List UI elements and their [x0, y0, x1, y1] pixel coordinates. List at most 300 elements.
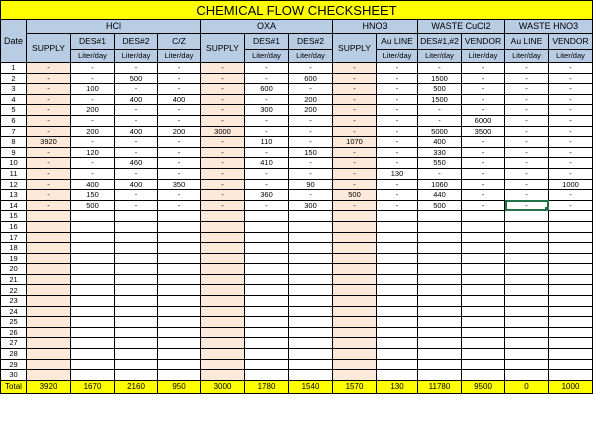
data-cell[interactable]: - [71, 158, 115, 169]
data-cell[interactable]: - [333, 115, 377, 126]
data-cell[interactable] [27, 370, 71, 381]
data-cell[interactable] [245, 232, 289, 243]
data-cell[interactable] [71, 243, 115, 254]
data-cell[interactable] [245, 359, 289, 370]
data-cell[interactable]: - [505, 105, 549, 116]
data-cell[interactable]: 500 [418, 200, 462, 211]
data-cell[interactable]: - [289, 190, 333, 201]
data-cell[interactable]: - [27, 147, 71, 158]
data-cell[interactable] [27, 221, 71, 232]
data-cell[interactable] [158, 327, 201, 338]
data-cell[interactable]: - [505, 94, 549, 105]
data-cell[interactable]: - [158, 168, 201, 179]
data-cell[interactable]: 1070 [333, 137, 377, 148]
data-cell[interactable] [418, 221, 462, 232]
data-cell[interactable]: - [333, 84, 377, 95]
data-cell[interactable] [333, 306, 377, 317]
data-cell[interactable]: - [377, 158, 418, 169]
data-cell[interactable]: - [333, 147, 377, 158]
data-cell[interactable]: 200 [71, 105, 115, 116]
data-cell[interactable]: - [549, 200, 593, 211]
data-cell[interactable] [201, 243, 245, 254]
date-cell[interactable]: 17 [1, 232, 27, 243]
data-cell[interactable]: 200 [289, 94, 333, 105]
data-cell[interactable] [418, 370, 462, 381]
data-cell[interactable] [549, 338, 593, 349]
data-cell[interactable] [505, 306, 549, 317]
data-cell[interactable] [289, 264, 333, 275]
data-cell[interactable]: - [377, 63, 418, 74]
col-header-supply[interactable]: SUPPLY [201, 34, 245, 63]
data-cell[interactable] [462, 370, 505, 381]
data-cell[interactable] [462, 264, 505, 275]
data-cell[interactable]: - [71, 115, 115, 126]
unit-cell[interactable]: Liter/day [462, 50, 505, 63]
date-cell[interactable]: 10 [1, 158, 27, 169]
data-cell[interactable]: - [158, 115, 201, 126]
data-cell[interactable]: - [27, 168, 71, 179]
unit-cell[interactable]: Liter/day [418, 50, 462, 63]
data-cell[interactable]: - [115, 168, 158, 179]
data-cell[interactable]: 100 [71, 84, 115, 95]
data-cell[interactable] [377, 338, 418, 349]
data-cell[interactable]: - [245, 115, 289, 126]
data-cell[interactable] [115, 338, 158, 349]
data-cell[interactable] [245, 349, 289, 360]
data-cell[interactable] [71, 285, 115, 296]
data-cell[interactable]: - [158, 105, 201, 116]
data-cell[interactable]: 150 [289, 147, 333, 158]
data-cell[interactable] [201, 285, 245, 296]
data-cell[interactable]: - [27, 84, 71, 95]
data-cell[interactable] [158, 370, 201, 381]
data-cell[interactable]: - [333, 158, 377, 169]
data-cell[interactable] [158, 285, 201, 296]
date-cell[interactable]: 13 [1, 190, 27, 201]
data-cell[interactable] [245, 221, 289, 232]
data-cell[interactable]: 3500 [462, 126, 505, 137]
data-cell[interactable] [289, 327, 333, 338]
data-cell[interactable]: 460 [115, 158, 158, 169]
data-cell[interactable] [418, 264, 462, 275]
data-cell[interactable]: 130 [377, 168, 418, 179]
date-cell[interactable]: 16 [1, 221, 27, 232]
total-cell[interactable]: 1000 [549, 380, 593, 393]
data-cell[interactable]: - [201, 200, 245, 211]
date-cell[interactable]: 1 [1, 63, 27, 74]
data-cell[interactable]: 350 [158, 179, 201, 190]
data-cell[interactable] [333, 317, 377, 328]
data-cell[interactable]: - [377, 105, 418, 116]
data-cell[interactable]: - [158, 147, 201, 158]
data-cell[interactable] [201, 274, 245, 285]
data-cell[interactable]: - [333, 63, 377, 74]
data-cell[interactable] [418, 296, 462, 307]
data-cell[interactable]: - [245, 94, 289, 105]
date-cell[interactable]: 15 [1, 211, 27, 222]
data-cell[interactable] [115, 327, 158, 338]
data-cell[interactable] [549, 264, 593, 275]
data-cell[interactable] [115, 232, 158, 243]
data-cell[interactable] [289, 221, 333, 232]
total-cell[interactable]: 950 [158, 380, 201, 393]
data-cell[interactable] [245, 274, 289, 285]
data-cell[interactable]: 440 [418, 190, 462, 201]
date-cell[interactable]: 12 [1, 179, 27, 190]
data-cell[interactable]: - [201, 94, 245, 105]
data-cell[interactable] [333, 349, 377, 360]
data-cell[interactable]: - [245, 126, 289, 137]
unit-cell[interactable]: Liter/day [245, 50, 289, 63]
data-cell[interactable]: 6000 [462, 115, 505, 126]
data-cell[interactable] [201, 232, 245, 243]
data-cell[interactable]: - [201, 179, 245, 190]
data-cell[interactable]: 300 [245, 105, 289, 116]
data-cell[interactable] [289, 306, 333, 317]
data-cell[interactable] [505, 221, 549, 232]
data-cell[interactable] [549, 349, 593, 360]
col-header[interactable]: DES#1 [71, 34, 115, 50]
data-cell[interactable] [115, 370, 158, 381]
data-cell[interactable]: - [158, 158, 201, 169]
data-cell[interactable]: - [505, 168, 549, 179]
data-cell[interactable] [27, 211, 71, 222]
data-cell[interactable] [201, 338, 245, 349]
col-header[interactable]: DES#2 [115, 34, 158, 50]
data-cell[interactable] [245, 264, 289, 275]
data-cell[interactable]: 1500 [418, 94, 462, 105]
data-cell[interactable]: - [333, 94, 377, 105]
data-cell[interactable]: - [289, 115, 333, 126]
data-cell[interactable] [245, 285, 289, 296]
data-cell[interactable]: - [333, 73, 377, 84]
date-cell[interactable]: 4 [1, 94, 27, 105]
data-cell[interactable]: 1000 [549, 179, 593, 190]
date-cell[interactable]: 19 [1, 253, 27, 264]
data-cell[interactable] [201, 317, 245, 328]
data-cell[interactable]: - [158, 200, 201, 211]
group-oxa[interactable]: OXA [201, 20, 333, 34]
data-cell[interactable]: - [505, 147, 549, 158]
data-cell[interactable] [333, 327, 377, 338]
data-cell[interactable]: - [418, 105, 462, 116]
data-cell[interactable]: - [201, 73, 245, 84]
data-cell[interactable]: - [549, 94, 593, 105]
data-cell[interactable] [245, 370, 289, 381]
data-cell[interactable] [27, 327, 71, 338]
data-cell[interactable]: - [462, 158, 505, 169]
data-cell[interactable]: - [115, 63, 158, 74]
data-cell[interactable] [158, 349, 201, 360]
data-cell[interactable] [27, 232, 71, 243]
date-cell[interactable]: 26 [1, 327, 27, 338]
data-cell[interactable]: 200 [158, 126, 201, 137]
data-cell[interactable] [158, 306, 201, 317]
data-cell[interactable] [115, 264, 158, 275]
data-cell[interactable]: - [27, 200, 71, 211]
data-cell[interactable] [418, 306, 462, 317]
data-cell[interactable]: - [377, 147, 418, 158]
data-cell[interactable] [27, 296, 71, 307]
data-cell[interactable] [549, 370, 593, 381]
data-cell[interactable]: - [158, 84, 201, 95]
data-cell[interactable]: 600 [245, 84, 289, 95]
data-cell[interactable] [158, 317, 201, 328]
data-cell[interactable]: 500 [418, 84, 462, 95]
data-cell[interactable] [71, 359, 115, 370]
unit-cell[interactable]: Liter/day [549, 50, 593, 63]
data-cell[interactable]: 400 [115, 126, 158, 137]
data-cell[interactable]: - [505, 84, 549, 95]
total-cell[interactable]: 1540 [289, 380, 333, 393]
data-cell[interactable]: - [333, 105, 377, 116]
data-cell[interactable] [71, 253, 115, 264]
data-cell[interactable] [418, 317, 462, 328]
date-cell[interactable]: 30 [1, 370, 27, 381]
data-cell[interactable]: 410 [245, 158, 289, 169]
data-cell[interactable] [201, 359, 245, 370]
data-cell[interactable]: 330 [418, 147, 462, 158]
data-cell[interactable]: - [377, 179, 418, 190]
data-cell[interactable]: - [289, 84, 333, 95]
data-cell[interactable] [505, 285, 549, 296]
data-cell[interactable]: - [505, 137, 549, 148]
data-cell[interactable] [289, 317, 333, 328]
data-cell[interactable]: 500 [71, 200, 115, 211]
data-cell[interactable]: - [289, 126, 333, 137]
data-cell[interactable] [462, 211, 505, 222]
data-cell[interactable]: - [377, 190, 418, 201]
data-cell[interactable] [158, 232, 201, 243]
data-cell[interactable] [71, 327, 115, 338]
data-cell[interactable] [505, 274, 549, 285]
data-cell[interactable] [377, 349, 418, 360]
data-cell[interactable]: - [377, 126, 418, 137]
data-cell[interactable] [549, 296, 593, 307]
col-header-supply[interactable]: SUPPLY [27, 34, 71, 63]
unit-cell[interactable]: Liter/day [289, 50, 333, 63]
data-cell[interactable]: - [549, 147, 593, 158]
data-cell[interactable]: - [201, 190, 245, 201]
data-cell[interactable] [289, 338, 333, 349]
data-cell[interactable] [462, 349, 505, 360]
data-cell[interactable] [27, 285, 71, 296]
data-cell[interactable] [289, 232, 333, 243]
data-cell[interactable]: - [27, 190, 71, 201]
data-cell[interactable]: - [27, 126, 71, 137]
total-cell[interactable]: 0 [505, 380, 549, 393]
data-cell[interactable]: 550 [418, 158, 462, 169]
data-cell[interactable] [27, 338, 71, 349]
data-cell[interactable] [377, 359, 418, 370]
data-cell[interactable] [115, 359, 158, 370]
data-cell[interactable]: - [549, 73, 593, 84]
data-cell[interactable] [158, 253, 201, 264]
data-cell[interactable]: - [201, 147, 245, 158]
data-cell[interactable] [462, 338, 505, 349]
data-cell[interactable]: - [289, 137, 333, 148]
data-cell[interactable] [549, 327, 593, 338]
data-cell[interactable]: - [549, 190, 593, 201]
data-cell[interactable]: - [549, 158, 593, 169]
data-cell[interactable]: - [505, 115, 549, 126]
data-cell[interactable] [71, 264, 115, 275]
data-cell[interactable] [377, 243, 418, 254]
date-cell[interactable]: 9 [1, 147, 27, 158]
data-cell[interactable]: - [289, 63, 333, 74]
data-cell[interactable]: - [418, 115, 462, 126]
data-cell[interactable] [418, 349, 462, 360]
data-cell[interactable] [115, 221, 158, 232]
data-cell[interactable] [333, 338, 377, 349]
data-cell[interactable]: - [201, 158, 245, 169]
data-cell[interactable] [418, 274, 462, 285]
data-cell[interactable] [549, 285, 593, 296]
data-cell[interactable] [333, 232, 377, 243]
data-cell[interactable] [505, 243, 549, 254]
sheet-title[interactable]: CHEMICAL FLOW CHECKSHEET [1, 1, 593, 20]
data-cell[interactable] [71, 232, 115, 243]
data-cell[interactable] [377, 370, 418, 381]
data-cell[interactable] [377, 296, 418, 307]
data-cell[interactable]: 110 [245, 137, 289, 148]
data-cell[interactable] [377, 317, 418, 328]
data-cell[interactable] [27, 243, 71, 254]
data-cell[interactable]: - [115, 115, 158, 126]
data-cell[interactable] [549, 253, 593, 264]
data-cell[interactable] [377, 285, 418, 296]
data-cell[interactable] [289, 253, 333, 264]
date-cell[interactable]: 27 [1, 338, 27, 349]
data-cell[interactable]: - [418, 63, 462, 74]
data-cell[interactable]: 200 [71, 126, 115, 137]
data-cell[interactable] [505, 338, 549, 349]
data-cell[interactable]: 5000 [418, 126, 462, 137]
data-cell[interactable] [201, 253, 245, 264]
data-cell[interactable]: - [462, 190, 505, 201]
data-cell[interactable]: - [549, 126, 593, 137]
date-cell[interactable]: 3 [1, 84, 27, 95]
data-cell[interactable] [289, 243, 333, 254]
data-cell[interactable] [333, 285, 377, 296]
unit-cell[interactable]: Liter/day [115, 50, 158, 63]
data-cell[interactable]: 400 [158, 94, 201, 105]
data-cell[interactable]: - [71, 73, 115, 84]
data-cell[interactable]: - [462, 179, 505, 190]
data-cell[interactable]: 500 [115, 73, 158, 84]
col-header[interactable]: DES#1,#2 [418, 34, 462, 50]
data-cell[interactable] [115, 243, 158, 254]
data-cell[interactable]: - [505, 158, 549, 169]
total-cell[interactable]: 9500 [462, 380, 505, 393]
data-cell[interactable] [71, 306, 115, 317]
data-cell[interactable] [71, 370, 115, 381]
data-cell[interactable] [333, 243, 377, 254]
date-cell[interactable]: 20 [1, 264, 27, 275]
data-cell[interactable] [115, 306, 158, 317]
data-cell[interactable] [333, 264, 377, 275]
data-cell[interactable]: - [549, 115, 593, 126]
data-cell[interactable]: - [27, 179, 71, 190]
group-hno3[interactable]: HNO3 [333, 20, 418, 34]
data-cell[interactable] [333, 221, 377, 232]
data-cell[interactable] [505, 317, 549, 328]
data-cell[interactable] [115, 253, 158, 264]
data-cell[interactable]: 500 [333, 190, 377, 201]
data-cell[interactable] [245, 327, 289, 338]
data-cell[interactable] [418, 338, 462, 349]
data-cell[interactable] [201, 296, 245, 307]
data-cell[interactable]: - [462, 137, 505, 148]
data-cell[interactable] [71, 317, 115, 328]
data-cell[interactable] [71, 349, 115, 360]
data-cell[interactable]: 1060 [418, 179, 462, 190]
data-cell[interactable] [333, 370, 377, 381]
unit-cell[interactable]: Liter/day [377, 50, 418, 63]
data-cell[interactable]: - [462, 105, 505, 116]
data-cell[interactable] [289, 370, 333, 381]
date-cell[interactable]: 29 [1, 359, 27, 370]
data-cell[interactable]: - [289, 168, 333, 179]
date-cell[interactable]: 2 [1, 73, 27, 84]
data-cell[interactable] [115, 296, 158, 307]
data-cell[interactable]: 400 [71, 179, 115, 190]
data-cell[interactable] [27, 264, 71, 275]
data-cell[interactable]: 3000 [201, 126, 245, 137]
data-cell[interactable] [71, 211, 115, 222]
data-cell[interactable] [505, 253, 549, 264]
group-hcl[interactable]: HCl [27, 20, 201, 34]
data-cell[interactable] [462, 327, 505, 338]
selected-cell[interactable]: - [505, 200, 549, 211]
data-cell[interactable] [549, 317, 593, 328]
data-cell[interactable] [462, 221, 505, 232]
data-cell[interactable] [115, 274, 158, 285]
data-cell[interactable]: - [158, 73, 201, 84]
data-cell[interactable] [289, 359, 333, 370]
data-cell[interactable]: 200 [289, 105, 333, 116]
data-cell[interactable] [71, 274, 115, 285]
data-cell[interactable]: - [549, 168, 593, 179]
data-cell[interactable]: - [549, 84, 593, 95]
data-cell[interactable]: - [158, 137, 201, 148]
data-cell[interactable]: 1500 [418, 73, 462, 84]
data-cell[interactable] [333, 296, 377, 307]
date-cell[interactable]: 6 [1, 115, 27, 126]
data-cell[interactable]: - [245, 168, 289, 179]
data-cell[interactable] [71, 221, 115, 232]
data-cell[interactable] [27, 317, 71, 328]
data-cell[interactable] [505, 359, 549, 370]
data-cell[interactable]: 600 [289, 73, 333, 84]
total-cell[interactable]: 1780 [245, 380, 289, 393]
data-cell[interactable] [201, 221, 245, 232]
data-cell[interactable] [158, 243, 201, 254]
data-cell[interactable] [377, 274, 418, 285]
date-cell[interactable]: 14 [1, 200, 27, 211]
data-cell[interactable]: - [115, 200, 158, 211]
data-cell[interactable]: - [115, 84, 158, 95]
data-cell[interactable] [27, 349, 71, 360]
data-cell[interactable]: - [377, 115, 418, 126]
data-cell[interactable] [201, 211, 245, 222]
col-header[interactable]: C/Z [158, 34, 201, 50]
data-cell[interactable]: 400 [418, 137, 462, 148]
fill-handle[interactable] [545, 207, 549, 211]
data-cell[interactable]: 360 [245, 190, 289, 201]
data-cell[interactable]: 400 [115, 94, 158, 105]
data-cell[interactable] [333, 253, 377, 264]
